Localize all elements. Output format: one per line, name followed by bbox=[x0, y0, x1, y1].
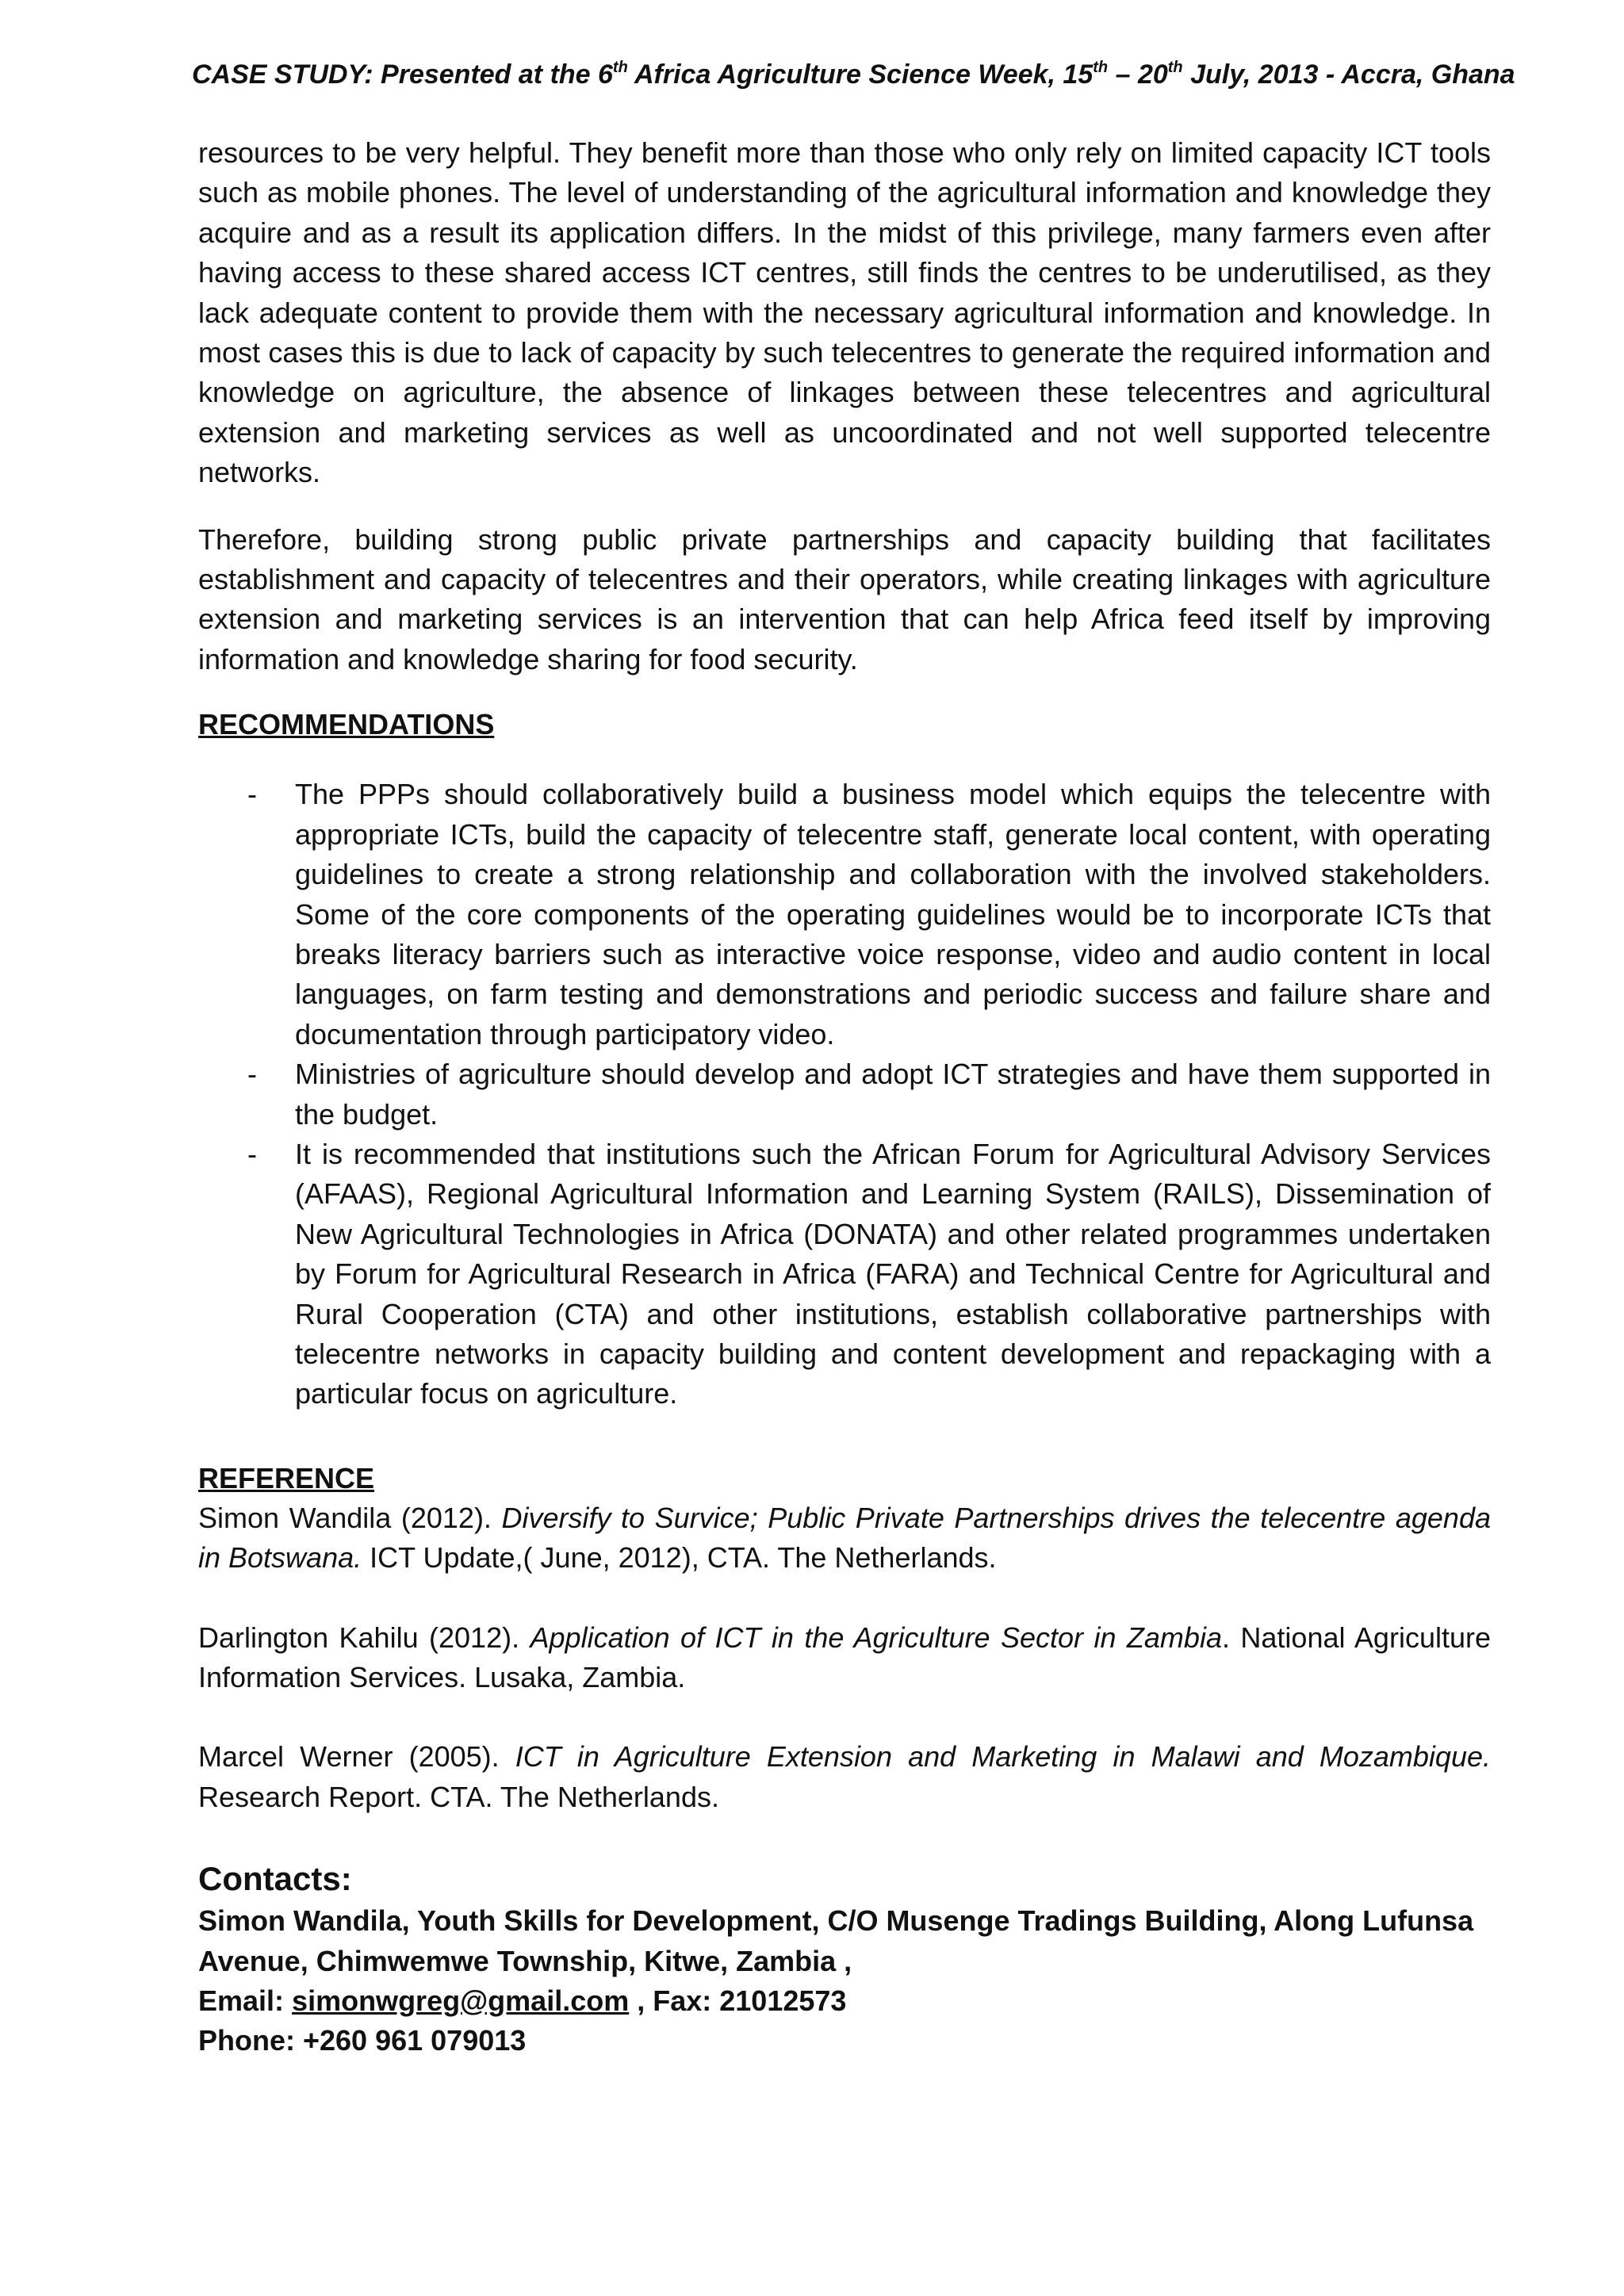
reference-rest-2: . National Agriculture Information Services. Lusaka, Zambia. bbox=[198, 1621, 1491, 1693]
fax-text: , Fax: 21012573 bbox=[629, 1984, 847, 2018]
reference-title-2: Application of ICT in the Agriculture Sector in Zambia bbox=[530, 1621, 1222, 1654]
header-sup-1: th bbox=[612, 59, 628, 76]
reference-title-1: Diversify to Survice; Public Private Partnerships drives the telecentre agenda in Botswana. bbox=[198, 1501, 1491, 1575]
header-sup-3: th bbox=[1167, 59, 1183, 76]
reference-rest-1: ICT Update,( June, 2012), CTA. The Netherlands. bbox=[362, 1541, 997, 1575]
page-header bbox=[192, 57, 1515, 92]
reference-item-3 bbox=[198, 1737, 1491, 1817]
recommendation-item-3 bbox=[198, 1135, 1491, 1414]
recommendation-text-3: It is recommended that institutions such the African Forum for Agricultural Advisory Services (AFAAS), Regional Agricultural Information and Learning System (RAILS), Dissemination of New Agricultural Technologies in Africa (DONATA) and other related programmes undertaken by Forum for Agricultural Research in Africa (FARA) and Technical Centre for Agricultural and Rural Cooperation (CTA) and other institutions, establish collaborative partnerships with telecentre networks in capacity building and content development and repackaging with a particular focus on agriculture. bbox=[295, 1137, 1491, 1410]
reference-author-1: Simon Wandila (2012). bbox=[198, 1501, 502, 1534]
reference-rest-3: Research Report. CTA. The Netherlands. bbox=[198, 1780, 719, 1813]
document-page bbox=[192, 57, 1515, 2061]
body-paragraph-2: Therefore, building strong public private partnerships and capacity building that facilitates establishment and capacity of telecentres and their operators, while creating linkages with agriculture extension and marketing services is an intervention that can help Africa feed itself by improving information and knowledge sharing for food security. bbox=[198, 522, 1491, 675]
contacts-title: Contacts: bbox=[198, 1860, 352, 1898]
email-label: Email: bbox=[198, 1984, 293, 2018]
reference-item-2 bbox=[198, 1618, 1491, 1698]
bullet-dash: - bbox=[247, 1058, 257, 1091]
body-paragraph-1: resources to be very helpful. They benefit more than those who only rely on limited capacity ICT tools such as mobile phones. The level of understanding of the agricultural information and knowledge they acquire and as a result its application differs. In the midst of this privilege, many farmers even after having access to these shared access ICT centres, still finds the centres to be underutilised, as they lack adequate content to provide them with the necessary agricultural information and knowledge. In most cases this is due to lack of capacity by such telecentres to generate the required information and knowledge on agriculture, the absence of linkages between these telecentres and agricultural extension and marketing services as well as uncoordinated and not well supported telecentre networks. bbox=[198, 136, 1491, 489]
reference-item-1 bbox=[198, 1498, 1491, 1578]
reference-author-3: Marcel Werner (2005). bbox=[198, 1740, 515, 1774]
email-link[interactable]: simonwgreg@gmail.com bbox=[292, 1984, 630, 2018]
contact-phone-line: Phone: +260 961 079013 bbox=[198, 2024, 527, 2057]
header-sup-2: th bbox=[1093, 59, 1109, 76]
contact-address-line-1: Simon Wandila, Youth Skills for Development, C/O Musenge Tradings Building, Along Lufunsa bbox=[198, 1904, 1474, 1938]
reference-title-3: ICT in Agriculture Extension and Marketing in Malawi and Mozambique. bbox=[515, 1740, 1491, 1774]
reference-author-2: Darlington Kahilu (2012). bbox=[198, 1621, 530, 1654]
contact-email-line bbox=[198, 1981, 1491, 2021]
header-text-1: CASE STUDY: Presented at the 6 bbox=[192, 59, 613, 90]
recommendations-list bbox=[198, 775, 1491, 1414]
header-text-4: July, 2013 - Accra, Ghana bbox=[1182, 59, 1515, 90]
recommendation-item-2 bbox=[198, 1054, 1491, 1135]
recommendation-item-1 bbox=[198, 775, 1491, 1054]
header-text-2: Africa Agriculture Science Week, 15 bbox=[627, 59, 1094, 90]
recommendation-text-1: The PPPs should collaboratively build a business model which equips the telecentre with appropriate ICTs, build the capacity of telecentre staff, generate local content, with operating guidelines to create a strong relationship and collaboration with the involved stakeholders. Some of the core components of the operating guidelines would be to incorporate ICTs that breaks literacy barriers such as interactive voice response, video and audio content in local languages, on farm testing and demonstrations and periodic success and failure share and documentation through participatory video. bbox=[295, 778, 1491, 1050]
contact-address-line-2: Avenue, Chimwemwe Township, Kitwe, Zambia , bbox=[198, 1944, 852, 1977]
recommendation-text-2: Ministries of agriculture should develop and adopt ICT strategies and have them supported in the budget. bbox=[295, 1058, 1491, 1131]
reference-heading: REFERENCE bbox=[198, 1461, 375, 1494]
bullet-dash: - bbox=[247, 778, 257, 811]
header-text-3: – 20 bbox=[1108, 59, 1168, 90]
recommendations-heading: RECOMMENDATIONS bbox=[198, 708, 495, 741]
bullet-dash: - bbox=[247, 1137, 257, 1170]
